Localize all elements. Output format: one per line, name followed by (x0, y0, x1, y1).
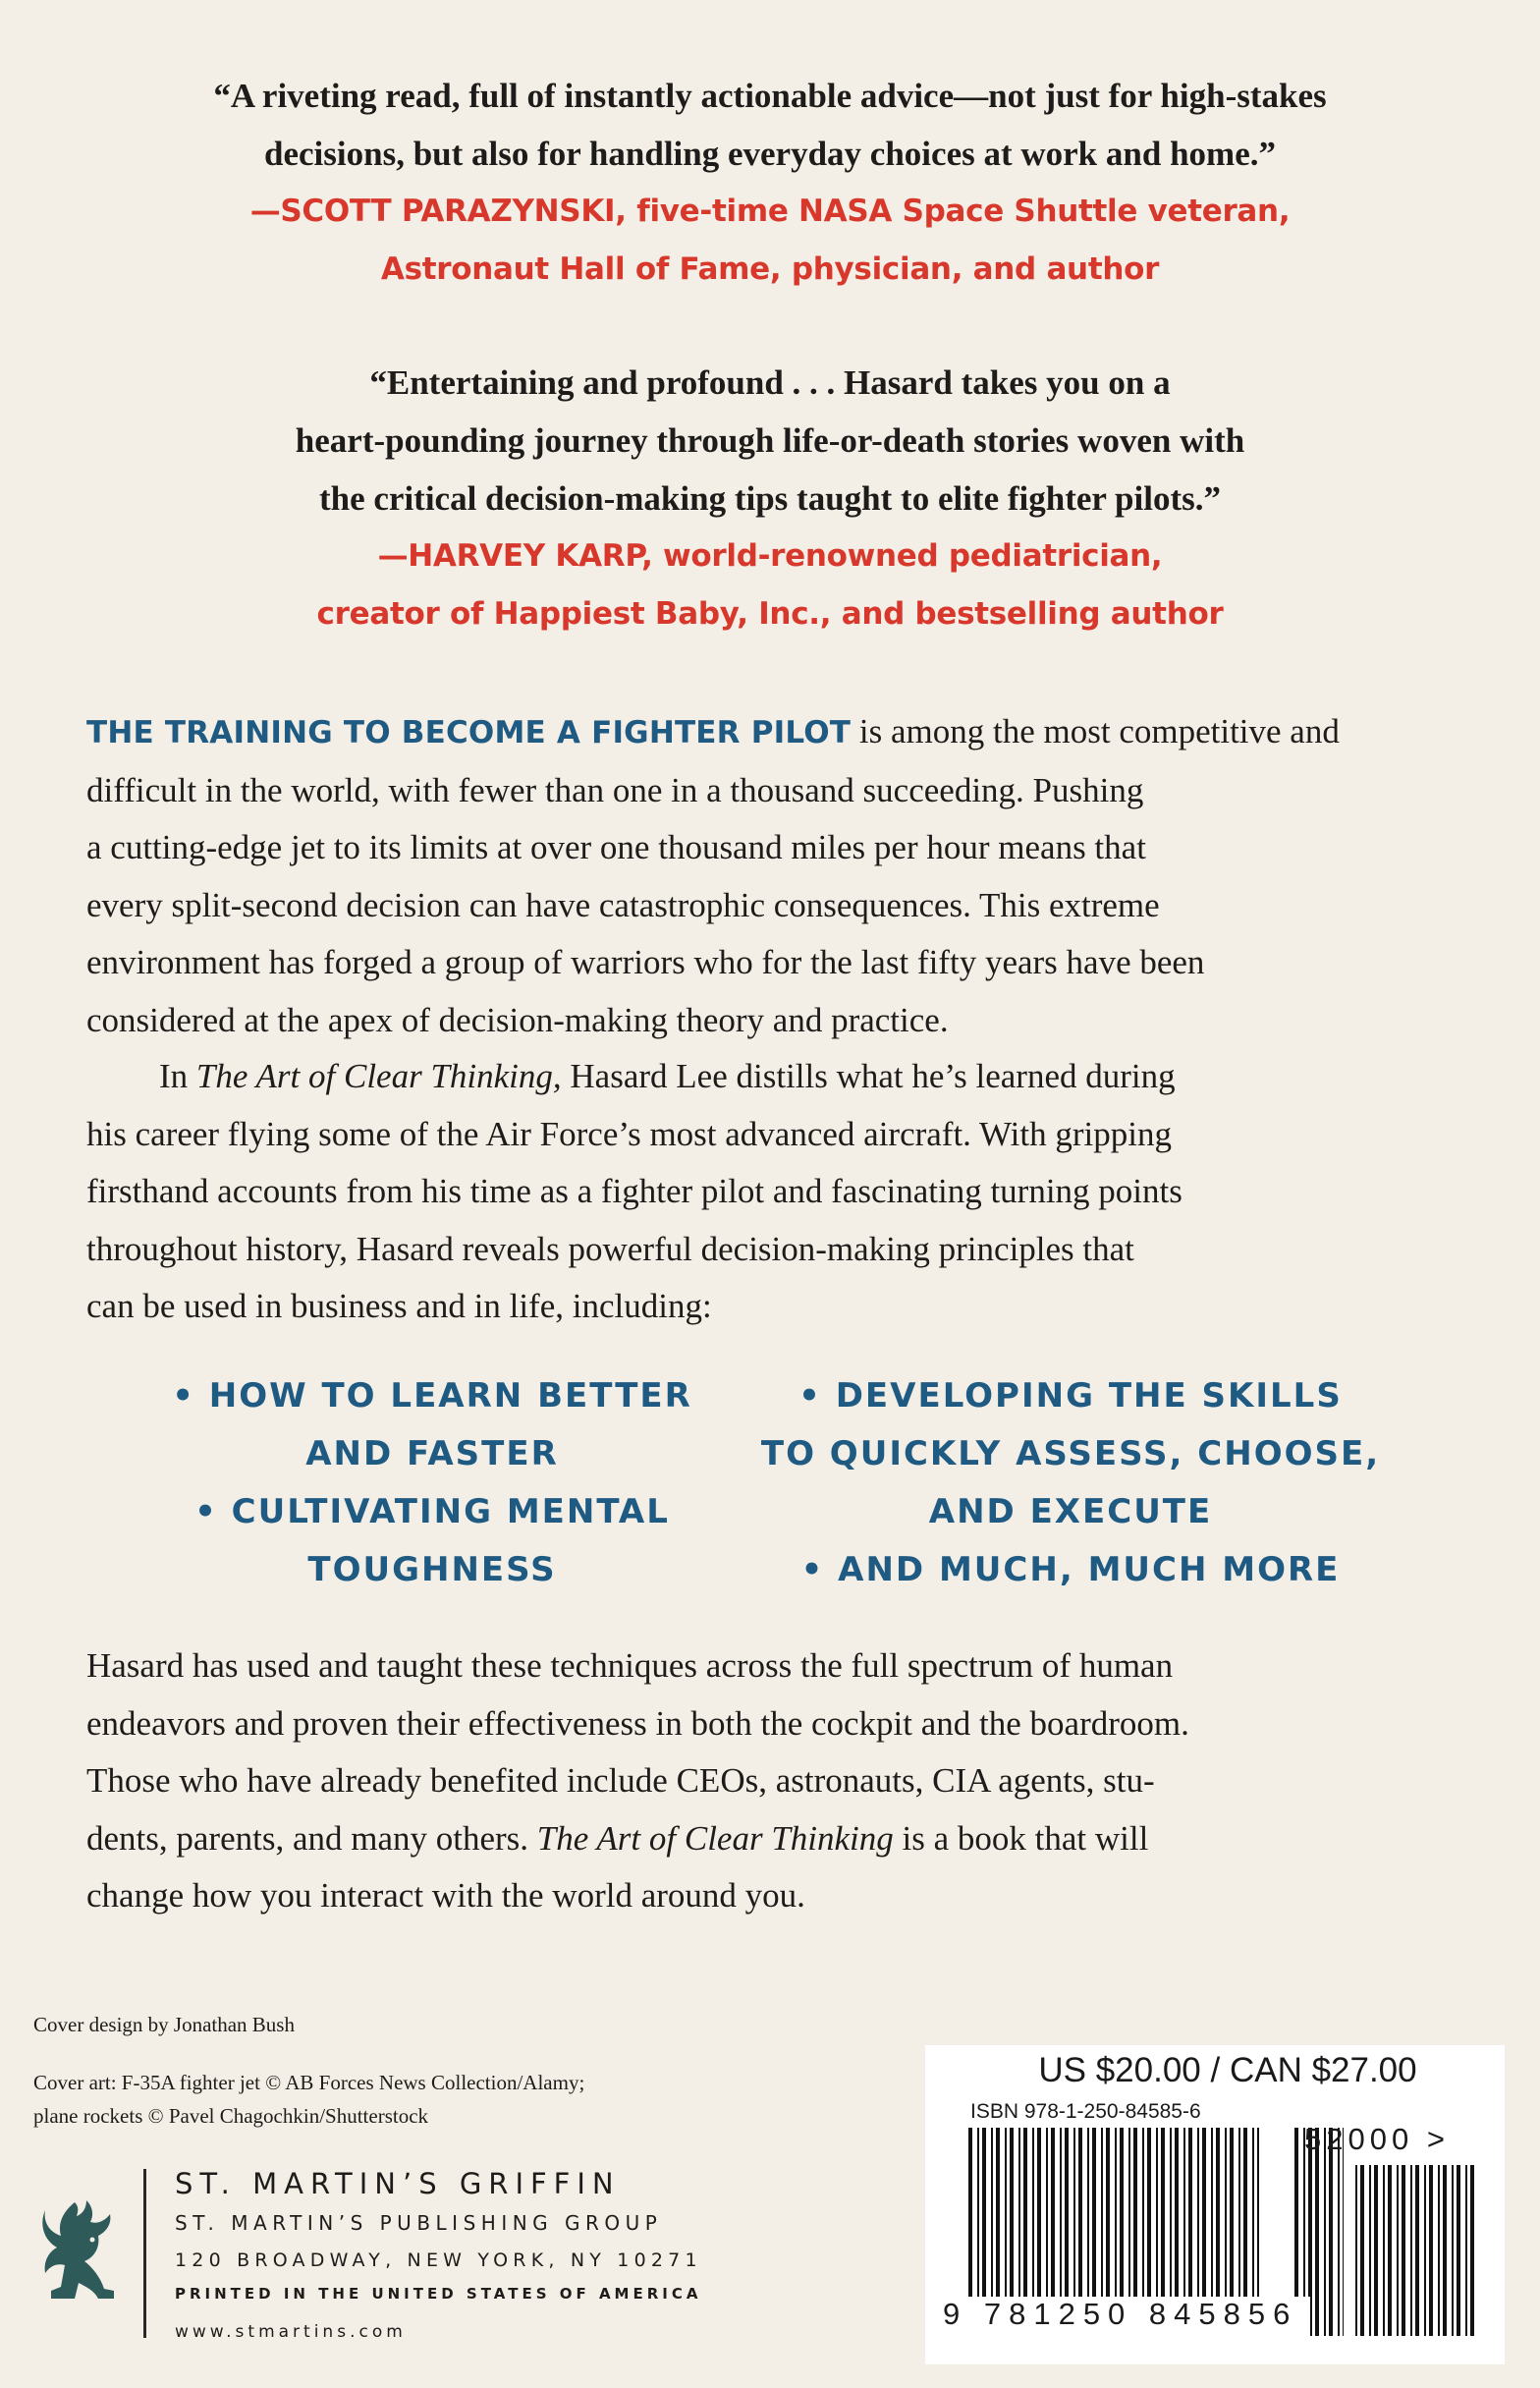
quote-1-line-1: “A riveting read, full of instantly actionable advice—not just for high-stakes (213, 77, 1327, 115)
barcode-bar (1216, 2128, 1220, 2297)
barcode-bar (1060, 2128, 1062, 2297)
barcode-bar (1429, 2165, 1433, 2336)
cover-art-line-2: plane rockets © Pavel Chagochkin/Shutterstock (33, 2104, 429, 2128)
barcode-bar (1046, 2128, 1048, 2297)
barcode-bar (1142, 2128, 1144, 2297)
publisher-group: ST. MARTIN’S PUBLISHING GROUP (175, 2211, 663, 2235)
book-title-italic-2: The Art of Clear Thinking (536, 1818, 894, 1858)
description-paragraph-1 (86, 703, 1461, 1049)
paragraph-2-line-1 (86, 1048, 1461, 1106)
barcode-bar (1374, 2165, 1378, 2336)
griffin-logo-icon (35, 2193, 120, 2310)
barcode-bar (1443, 2165, 1447, 2336)
cover-art-line-1: Cover art: F-35A fighter jet © AB Forces News Collection/Alamy; (33, 2071, 585, 2094)
barcode-bar (1238, 2128, 1240, 2297)
paragraph-1-line-4: every split-second decision can have catastrophic consequences. This extreme (86, 885, 1160, 924)
barcode-bar (1388, 2165, 1392, 2336)
barcode-bar (996, 2128, 1000, 2297)
book-title-italic: The Art of Clear Thinking, (195, 1057, 562, 1095)
barcode-bar (1225, 2128, 1227, 2297)
barcode-bar (1338, 2128, 1340, 2336)
quote-1-line-2: decisions, but also for handling everyday choices at work and home.” (264, 135, 1276, 173)
paragraph-3-line-4-start: dents, parents, and many others. (86, 1818, 537, 1858)
bullet-list-right (746, 1367, 1395, 1599)
paragraph-1-line-1 (86, 703, 1461, 762)
barcode-bar (1078, 2128, 1082, 2297)
barcode-bar (1243, 2128, 1247, 2297)
quote-2-line-2: heart-pounding journey through life-or-death stories woven with (295, 421, 1245, 460)
paragraph-1-line-2: difficult in the world, with fewer than one in a thousand succeeding. Pushing (86, 770, 1144, 809)
bullet-left-1: • HOW TO LEARN BETTER (172, 1376, 692, 1416)
barcode-panel (925, 2045, 1505, 2364)
barcode-bar (1383, 2165, 1385, 2336)
ean-digits: 9 781250 845856 (943, 2297, 1298, 2331)
bullet-left-3: • CULTIVATING MENTAL (194, 1492, 670, 1531)
paragraph-3-line-1: Hasard has used and taught these techniques across the full spectrum of human (86, 1646, 1174, 1685)
barcode-bar (1161, 2128, 1165, 2297)
barcode-bar (1252, 2128, 1254, 2297)
barcode-bar (1438, 2165, 1440, 2336)
barcode-bar (1010, 2128, 1014, 2297)
paragraph-3-line-3: Those who have already benefited include CEOs, astronauts, CIA agents, stu- (86, 1761, 1155, 1800)
cover-art-credit (33, 2066, 584, 2133)
barcode-bar (1032, 2128, 1034, 2297)
barcode-bar (1397, 2165, 1399, 2336)
barcode-bar (1018, 2128, 1020, 2297)
bullet-left-4: TOUGHNESS (307, 1550, 557, 1589)
barcode-bar (1360, 2165, 1364, 2336)
barcode-bar (1073, 2128, 1075, 2297)
barcode-bar (1402, 2165, 1405, 2336)
publisher-divider (143, 2169, 146, 2338)
publisher-website-link[interactable]: www.stmartins.com (175, 2322, 407, 2342)
barcode-bar (1101, 2128, 1103, 2297)
barcode-bar (1087, 2128, 1089, 2297)
bullet-right-4: • AND MUCH, MUCH MORE (800, 1550, 1341, 1589)
paragraph-1-line-5: environment has forged a group of warriors who for the last fifty years have been (86, 943, 1205, 981)
blurb-quote-1 (0, 67, 1540, 299)
barcode-bar (1465, 2165, 1467, 2336)
addon-digits: 52000 > (1304, 2122, 1450, 2156)
barcode-bar (1120, 2128, 1124, 2297)
paragraph-3-line-5: change how you interact with the world around you. (86, 1876, 805, 1915)
barcode-bar (982, 2128, 986, 2297)
blurb-quote-2 (0, 354, 1540, 643)
paragraph-2-line-2: his career flying some of the Air Force’s most advanced aircraft. With gripping (86, 1114, 1172, 1153)
bullet-right-3: AND EXECUTE (928, 1492, 1213, 1531)
barcode-bar (1457, 2165, 1460, 2336)
barcode-bar (1197, 2128, 1199, 2297)
barcode-bar (1415, 2165, 1419, 2336)
bullet-list-left (157, 1367, 707, 1599)
cover-design-text: Cover design by Jonathan Bush (33, 2013, 295, 2036)
barcode-bar (991, 2128, 993, 2297)
description-paragraph-3 (86, 1638, 1461, 1925)
barcode-bar (1183, 2128, 1185, 2297)
paragraph-1-line-3: a cutting-edge jet to its limits at over one thousand miles per hour means that (86, 828, 1146, 866)
barcode-bar (1410, 2165, 1412, 2336)
paragraph-3-line-4-end: is a book that will (893, 1818, 1149, 1858)
barcode-bar (1170, 2128, 1172, 2297)
barcode-bar (1294, 2128, 1298, 2297)
barcode-bar (1065, 2128, 1069, 2297)
barcode-bar (1147, 2128, 1151, 2297)
paragraph-3-line-2: endeavors and proven their effectiveness in both the cockpit and the boardroom. (86, 1703, 1189, 1743)
description-paragraph-2 (86, 1048, 1461, 1336)
quote-2-line-1: “Entertaining and profound . . . Hasard takes you on a (369, 363, 1171, 402)
barcode-bar (1355, 2165, 1357, 2336)
barcode-bar (1128, 2128, 1130, 2297)
barcode-bar (1202, 2128, 1206, 2297)
barcode-bar (1188, 2128, 1192, 2297)
cover-design-credit (33, 2008, 295, 2041)
price-label: US $20.00 / CAN $27.00 (1038, 2051, 1417, 2089)
barcode-bar (1106, 2128, 1110, 2297)
barcode-bar (1092, 2128, 1096, 2297)
paragraph-2-line-4: throughout history, Hasard reveals powerful decision-making principles that (86, 1229, 1134, 1268)
quote-1-attribution-2: Astronaut Hall of Fame, physician, and author (380, 251, 1160, 287)
barcode-bar (1115, 2128, 1117, 2297)
barcode-bar (1257, 2128, 1259, 2297)
barcode-bar (1452, 2165, 1454, 2336)
quote-2-attribution-2: creator of Happiest Baby, Inc., and bestselling author (316, 596, 1224, 632)
bullet-right-2: TO QUICKLY ASSESS, CHOOSE, (760, 1434, 1381, 1473)
paragraph-1-line-1-rest: is among the most competitive and (851, 712, 1340, 750)
paragraph-1-line-6: considered at the apex of decision-making theory and practice. (86, 1000, 949, 1039)
isbn-label: ISBN 978-1-250-84585-6 (970, 2100, 1201, 2123)
barcode-bar (1470, 2165, 1474, 2336)
paragraph-2-line-5: can be used in business and in life, including: (86, 1287, 712, 1325)
publisher-address: 120 BROADWAY, NEW YORK, NY 10271 (175, 2249, 702, 2271)
barcode-bar (1343, 2128, 1344, 2336)
quote-2-attribution-1: —HARVEY KARP, world-renowned pediatrician, (377, 538, 1163, 574)
paragraph-2-line-1-rest: Hasard Lee distills what he’s learned during (561, 1057, 1176, 1095)
printed-in-notice: PRINTED IN THE UNITED STATES OF AMERICA (175, 2285, 702, 2303)
bullet-left-2: AND FASTER (305, 1434, 559, 1473)
quote-2-line-3: the critical decision-making tips taught to elite fighter pilots.” (318, 479, 1222, 518)
barcode-bar (1175, 2128, 1179, 2297)
barcode-bar (1023, 2128, 1027, 2297)
barcode-bar (977, 2128, 979, 2297)
paragraph-2-in: In (159, 1057, 196, 1095)
barcode-bar (1051, 2128, 1055, 2297)
barcode-bar (1369, 2165, 1371, 2336)
barcode-bar (1424, 2165, 1426, 2336)
bullet-right-1: • DEVELOPING THE SKILLS (798, 1376, 1343, 1416)
barcode-bar (1211, 2128, 1213, 2297)
barcode-bar (1230, 2128, 1234, 2297)
paragraph-2-line-3: firsthand accounts from his time as a fighter pilot and fascinating turning points (86, 1172, 1182, 1210)
barcode-bar (968, 2128, 972, 2297)
publisher-name: ST. MARTIN’S GRIFFIN (175, 2167, 621, 2200)
paragraph-3-line-4 (86, 1810, 1461, 1868)
lead-in-heading: THE TRAINING TO BECOME A FIGHTER PILOT (86, 715, 852, 750)
barcode-bar (1156, 2128, 1158, 2297)
barcode-bar (1133, 2128, 1137, 2297)
barcode-bar (1005, 2128, 1007, 2297)
barcode-bar (1037, 2128, 1041, 2297)
quote-1-attribution-1: —SCOTT PARAZYNSKI, five-time NASA Space Shuttle veteran, (249, 194, 1291, 229)
